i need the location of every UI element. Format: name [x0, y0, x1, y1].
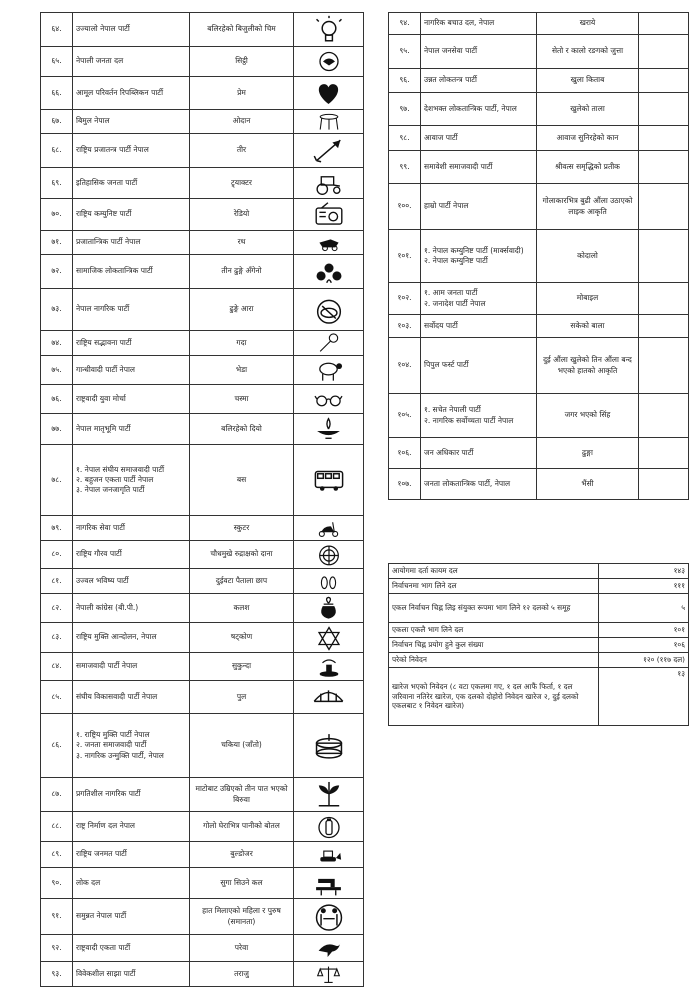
table-row	[389, 438, 689, 469]
table-row	[389, 315, 689, 338]
table-row	[389, 69, 689, 93]
tripod-stand-icon	[294, 110, 364, 134]
symbol-image-cell	[639, 438, 689, 469]
symbol-name: बुल्डोजर	[190, 842, 294, 868]
symbol-name: कलश	[190, 594, 294, 623]
symbol-name: कोदालो	[537, 230, 639, 283]
bulldozer-icon	[294, 842, 364, 868]
serial-number: १०१.	[389, 230, 421, 283]
summary-label: एकल निर्वाचन चिह्न लिइ संयुक्त रूपमा भाग लिने १२ दलको ५ समूह	[389, 594, 599, 623]
symbol-name: सिट्ठी	[190, 47, 294, 77]
summary-value: १०६	[599, 638, 689, 653]
serial-number: १०४.	[389, 338, 421, 394]
symbols-table-right	[388, 12, 689, 500]
party-name: इतिहासिक जनता पार्टी	[73, 168, 190, 199]
party-name: सामाजिक लोकतान्त्रिक पार्टी	[73, 255, 190, 289]
symbol-name: खराये	[537, 13, 639, 35]
summary-label: एकला एकलै भाग लिने दल	[389, 623, 599, 638]
party-name-line: १. नेपाल संघीय समाजवादी पार्टी	[76, 464, 165, 474]
symbol-name: सेतो र कालो रङगको जुत्ता	[537, 35, 639, 69]
serial-number: ८८.	[41, 812, 73, 842]
table-row	[41, 255, 364, 289]
serial-number: १०३.	[389, 315, 421, 338]
symbol-image-cell	[639, 283, 689, 315]
symbol-image-cell	[639, 69, 689, 93]
party-name: राष्ट्रिय मुक्ति आन्दोलन, नेपाल	[73, 623, 190, 653]
summary-row	[389, 668, 689, 726]
table-row	[41, 414, 364, 445]
serial-number: ८२.	[41, 594, 73, 623]
symbol-image-cell	[639, 151, 689, 184]
symbol-name: बलिरहेको दियो	[190, 414, 294, 445]
serial-number: ९२.	[41, 935, 73, 962]
party-name-line: २. जनता समाजवादी पार्टी	[76, 740, 147, 750]
symbol-name: खुला किताब	[537, 69, 639, 93]
table-row	[389, 283, 689, 315]
spectacles-icon	[294, 385, 364, 414]
serial-number: १०७.	[389, 469, 421, 500]
party-name: राष्ट्रिय सद्भावना पार्टी	[73, 331, 190, 356]
party-name: जन अधिकार पार्टी	[421, 438, 537, 469]
party-name: उन्नत लोकतन्त्र पार्टी	[421, 69, 537, 93]
party-name: प्रजातान्त्रिक पार्टी नेपाल	[73, 231, 190, 255]
symbol-name: षट्कोण	[190, 623, 294, 653]
party-name-line: १. नेपाल कम्युनिष्ट पार्टी (मार्क्सवादी)	[424, 245, 524, 255]
table-row	[389, 13, 689, 35]
symbol-image-cell	[639, 469, 689, 500]
symbol-image-cell	[639, 230, 689, 283]
symbol-name: ढुङ्गे आरा	[190, 289, 294, 331]
symbol-name: श्रीवत्स समृद्धिको प्रतीक	[537, 151, 639, 184]
party-name: प्रगतिशील नागरिक पार्टी	[73, 778, 190, 812]
serial-number: ६८.	[41, 134, 73, 168]
summary-row	[389, 638, 689, 653]
table-row	[41, 289, 364, 331]
party-name: पिपुल फर्स्ट पार्टी	[421, 338, 537, 394]
summary-label: आयोगमा दर्ता कायम दल	[389, 564, 599, 579]
symbol-name: रेडियो	[190, 199, 294, 231]
dove-icon	[294, 935, 364, 962]
party-name: राष्ट्र निर्माण दल नेपाल	[73, 812, 190, 842]
symbol-name: परेवा	[190, 935, 294, 962]
party-name: उज्यालो नेपाल पार्टी	[73, 13, 190, 47]
table-row	[41, 541, 364, 569]
serial-number: ६५.	[41, 47, 73, 77]
party-name: लोक दल	[73, 868, 190, 899]
symbol-name: स्कुटर	[190, 516, 294, 541]
serial-number: ८७.	[41, 778, 73, 812]
symbol-image-cell	[639, 93, 689, 126]
table-row	[41, 110, 364, 134]
summary-value: १४३	[599, 564, 689, 579]
symbol-name: ढुङ्गा	[537, 438, 639, 469]
summary-row	[389, 594, 689, 623]
symbol-name: माटोबाट उम्रिएको तीन पात भएको बिरुवा	[190, 778, 294, 812]
table-row	[41, 47, 364, 77]
summary-row	[389, 653, 689, 668]
table-row	[389, 469, 689, 500]
table-row	[41, 13, 364, 47]
party-name	[421, 283, 537, 315]
table-row	[41, 842, 364, 868]
summary-value: १११	[599, 579, 689, 594]
symbol-name: रथ	[190, 231, 294, 255]
serial-number: ६६.	[41, 77, 73, 110]
symbol-image-cell	[639, 126, 689, 151]
table-row	[41, 962, 364, 987]
symbol-name: सुकुन्दा	[190, 653, 294, 681]
party-name: आवाज पार्टी	[421, 126, 537, 151]
table-row	[41, 714, 364, 778]
serial-number: ७२.	[41, 255, 73, 289]
party-name: आमूल परिवर्तन रिपब्लिकन पार्टी	[73, 77, 190, 110]
symbol-name: तीन ढुङ्गे अँगेनो	[190, 255, 294, 289]
party-name: जनता लोकतान्त्रिक पार्टी, नेपाल	[421, 469, 537, 500]
party-name: राष्ट्रिय गौरव पार्टी	[73, 541, 190, 569]
symbol-image-cell	[639, 338, 689, 394]
symbol-name: चस्मा	[190, 385, 294, 414]
serial-number: ७८.	[41, 445, 73, 516]
table-row	[41, 77, 364, 110]
table-row	[389, 35, 689, 69]
table-row	[41, 331, 364, 356]
table-row	[41, 681, 364, 714]
party-name: नागरिक सेवा पार्टी	[73, 516, 190, 541]
symbol-image-cell	[639, 394, 689, 438]
table-row	[41, 356, 364, 385]
serial-number: ८६.	[41, 714, 73, 778]
symbol-name: चौधमुखे रुद्राक्षको दाना	[190, 541, 294, 569]
symbol-name: ट्र्याक्टर	[190, 168, 294, 199]
symbol-name: दुई औंला खुलेको तिन औंला बन्द भएको हातको आकृति	[537, 338, 639, 394]
serial-number: ६४.	[41, 13, 73, 47]
party-name: उज्वल भविष्य पार्टी	[73, 569, 190, 594]
symbol-name: प्रेम	[190, 77, 294, 110]
party-name-line: १. सचेत नेपाली पार्टी	[424, 405, 481, 415]
party-name	[73, 445, 190, 516]
table-row	[41, 569, 364, 594]
serial-number: १०६.	[389, 438, 421, 469]
summary-row	[389, 579, 689, 594]
table-row	[389, 394, 689, 438]
symbol-name: भैंसी	[537, 469, 639, 500]
symbol-name: गदा	[190, 331, 294, 356]
table-row	[41, 516, 364, 541]
table-row	[389, 184, 689, 230]
party-name	[421, 230, 537, 283]
serial-number: ८१.	[41, 569, 73, 594]
party-name-line: २. जनादेश पार्टी नेपाल	[424, 298, 486, 308]
serial-number: १०२.	[389, 283, 421, 315]
symbol-name: गोलाकारभित्र बुढी औंला उठाएको लाइक आकृति	[537, 184, 639, 230]
party-name	[421, 394, 537, 438]
serial-number: ९३.	[41, 962, 73, 987]
table-row	[41, 653, 364, 681]
serial-number: १००.	[389, 184, 421, 230]
party-name: नेपाल जनसेवा पार्टी	[421, 35, 537, 69]
symbol-name: चकिया (जाँतो)	[190, 714, 294, 778]
party-name: समावेशी समाजवादी पार्टी	[421, 151, 537, 184]
party-name: राष्ट्रिय जनमत पार्टी	[73, 842, 190, 868]
party-name-line: ३. नेपाल जनजागृति पार्टी	[76, 485, 145, 495]
symbol-name: मोबाइल	[537, 283, 639, 315]
party-name: नागरिक बचाउ दल, नेपाल	[421, 13, 537, 35]
party-name: देशभक्त लोकतान्त्रिक पार्टी, नेपाल	[421, 93, 537, 126]
serial-number: ७६.	[41, 385, 73, 414]
serial-number: ७४.	[41, 331, 73, 356]
sapling-icon	[294, 778, 364, 812]
oil-lamp-icon	[294, 414, 364, 445]
serial-number: ९७.	[389, 93, 421, 126]
serial-number: ९१.	[41, 899, 73, 935]
party-name: सर्वोदय पार्टी	[421, 315, 537, 338]
summary-row	[389, 564, 689, 579]
table-row	[389, 93, 689, 126]
symbol-name: गोलो घेराभित्र पानीको बोतल	[190, 812, 294, 842]
serial-number: ९०.	[41, 868, 73, 899]
party-name-line: २. नागरिक सर्वोच्चता पार्टी नेपाल	[424, 415, 514, 425]
water-bottle-icon	[294, 812, 364, 842]
footprints-icon	[294, 569, 364, 594]
sewing-machine-icon	[294, 868, 364, 899]
symbols-table-left	[40, 12, 364, 987]
summary-row	[389, 623, 689, 638]
serial-number: ७९.	[41, 516, 73, 541]
hand-mill-icon	[294, 714, 364, 778]
party-name: विवेकशील साझा पार्टी	[73, 962, 190, 987]
serial-number: ७७.	[41, 414, 73, 445]
symbol-image-cell	[639, 315, 689, 338]
party-name: गान्धीवादी पार्टी नेपाल	[73, 356, 190, 385]
party-name: नेपाल मातृभूमि पार्टी	[73, 414, 190, 445]
party-name-line: ३. नागरिक उन्मुक्ति पार्टी, नेपाल	[76, 750, 164, 760]
party-name: राष्ट्रिय कम्युनिष्ट पार्टी	[73, 199, 190, 231]
table-row	[389, 151, 689, 184]
serial-number: ८०.	[41, 541, 73, 569]
symbol-name: तीर	[190, 134, 294, 168]
scales-icon	[294, 962, 364, 987]
party-name: नेपाल नागरिक पार्टी	[73, 289, 190, 331]
rudraksha-bead-icon	[294, 541, 364, 569]
table-row	[41, 623, 364, 653]
serial-number: ९४.	[389, 13, 421, 35]
party-name: राष्ट्रवादी युवा मोर्चा	[73, 385, 190, 414]
table-row	[41, 899, 364, 935]
symbol-name: हात मिलाएको महिला र पुरुष (समानता)	[190, 899, 294, 935]
symbol-name: आवाज सुनिरहेको कान	[537, 126, 639, 151]
summary-label: परेको निवेदन	[389, 653, 599, 668]
party-name: नेपाली कांग्रेस (बी.पी.)	[73, 594, 190, 623]
summary-label: खारेज भएको निवेदन (८ वटा एकलमा गए, १ दल आफैं फिर्ता, १ दल जरिवाना नतिरेर खारेज, एक दलको दोहोरो निवेदन खारेज २, दुई दलको एकलबाट १ निवेदन खारेज)	[389, 668, 599, 726]
symbol-name: भेडा	[190, 356, 294, 385]
party-name	[73, 714, 190, 778]
grinding-stone-icon	[294, 289, 364, 331]
table-row	[41, 868, 364, 899]
table-row	[41, 168, 364, 199]
table-row	[41, 778, 364, 812]
serial-number: ६७.	[41, 110, 73, 134]
heart-icon	[294, 77, 364, 110]
party-name: बिमुल नेपाल	[73, 110, 190, 134]
party-name: हाम्रो पार्टी नेपाल	[421, 184, 537, 230]
table-row	[41, 812, 364, 842]
light-bulb-icon	[294, 13, 364, 47]
summary-value: १०१	[599, 623, 689, 638]
party-name-line: २. नेपाल कम्युनिष्ट पार्टी	[424, 256, 488, 265]
table-row	[41, 594, 364, 623]
symbol-image-cell	[639, 13, 689, 35]
summary-value: ५	[599, 594, 689, 623]
party-name: संघीय विकासवादी पार्टी नेपाल	[73, 681, 190, 714]
party-name: राष्ट्रवादी एकता पार्टी	[73, 935, 190, 962]
chariot-icon	[294, 231, 364, 255]
symbol-name: ओदान	[190, 110, 294, 134]
serial-number: ९६.	[389, 69, 421, 93]
table-row	[41, 134, 364, 168]
table-row	[41, 385, 364, 414]
symbol-name: बलिरहेको बिजुलीको चिम	[190, 13, 294, 47]
whistle-icon	[294, 47, 364, 77]
party-name: राष्ट्रिय प्रजातन्त्र पार्टी नेपाल	[73, 134, 190, 168]
summary-label: निर्वाचन चिह्न प्रयोग हुने कुल संख्या	[389, 638, 599, 653]
symbol-name: बस	[190, 445, 294, 516]
serial-number: ९८.	[389, 126, 421, 151]
serial-number: ७३.	[41, 289, 73, 331]
radio-icon	[294, 199, 364, 231]
symbol-name: पुल	[190, 681, 294, 714]
handshake-couple-icon	[294, 899, 364, 935]
sheep-icon	[294, 356, 364, 385]
serial-number: ९५.	[389, 35, 421, 69]
party-name: नेपाली जनता दल	[73, 47, 190, 77]
mace-icon	[294, 331, 364, 356]
party-name: समुन्नत नेपाल पार्टी	[73, 899, 190, 935]
serial-number: १०५.	[389, 394, 421, 438]
table-row	[389, 126, 689, 151]
sukunda-lamp-icon	[294, 653, 364, 681]
stove-stones-icon	[294, 255, 364, 289]
symbol-name: खुलेको ताला	[537, 93, 639, 126]
party-name: समाजवादी पार्टी नेपाल	[73, 653, 190, 681]
symbol-name: सुगा सिउने कल	[190, 868, 294, 899]
serial-number: ८९.	[41, 842, 73, 868]
symbol-name: सकेको बाला	[537, 315, 639, 338]
tractor-icon	[294, 168, 364, 199]
symbol-image-cell	[639, 35, 689, 69]
party-name-line: १. आम जनता पार्टी	[424, 288, 478, 298]
party-name-line: १. राष्ट्रिय मुक्ति पार्टी नेपाल	[76, 730, 150, 740]
symbol-name: दुईवटा पैताला छाप	[190, 569, 294, 594]
serial-number: ६९.	[41, 168, 73, 199]
summary-label: निर्वाचनमा भाग लिने दल	[389, 579, 599, 594]
summary-value: १३	[599, 668, 689, 726]
table-row	[389, 230, 689, 283]
bridge-icon	[294, 681, 364, 714]
symbol-name: जगर भएको सिंह	[537, 394, 639, 438]
serial-number: ७१.	[41, 231, 73, 255]
scooter-icon	[294, 516, 364, 541]
serial-number: ७०.	[41, 199, 73, 231]
party-name-line: २. बहुजन एकता पार्टी नेपाल	[76, 474, 154, 484]
table-row	[41, 231, 364, 255]
kalash-pot-icon	[294, 594, 364, 623]
bus-icon	[294, 445, 364, 516]
serial-number: ८४.	[41, 653, 73, 681]
hexagram-icon	[294, 623, 364, 653]
table-row	[389, 338, 689, 394]
arrow-icon	[294, 134, 364, 168]
serial-number: ८५.	[41, 681, 73, 714]
symbol-image-cell	[639, 184, 689, 230]
serial-number: ९९.	[389, 151, 421, 184]
table-row	[41, 935, 364, 962]
summary-table	[388, 563, 689, 726]
summary-value: १२० (११७ दल)	[599, 653, 689, 668]
table-row	[41, 445, 364, 516]
serial-number: ७५.	[41, 356, 73, 385]
table-row	[41, 199, 364, 231]
symbol-name: तराजु	[190, 962, 294, 987]
serial-number: ८३.	[41, 623, 73, 653]
